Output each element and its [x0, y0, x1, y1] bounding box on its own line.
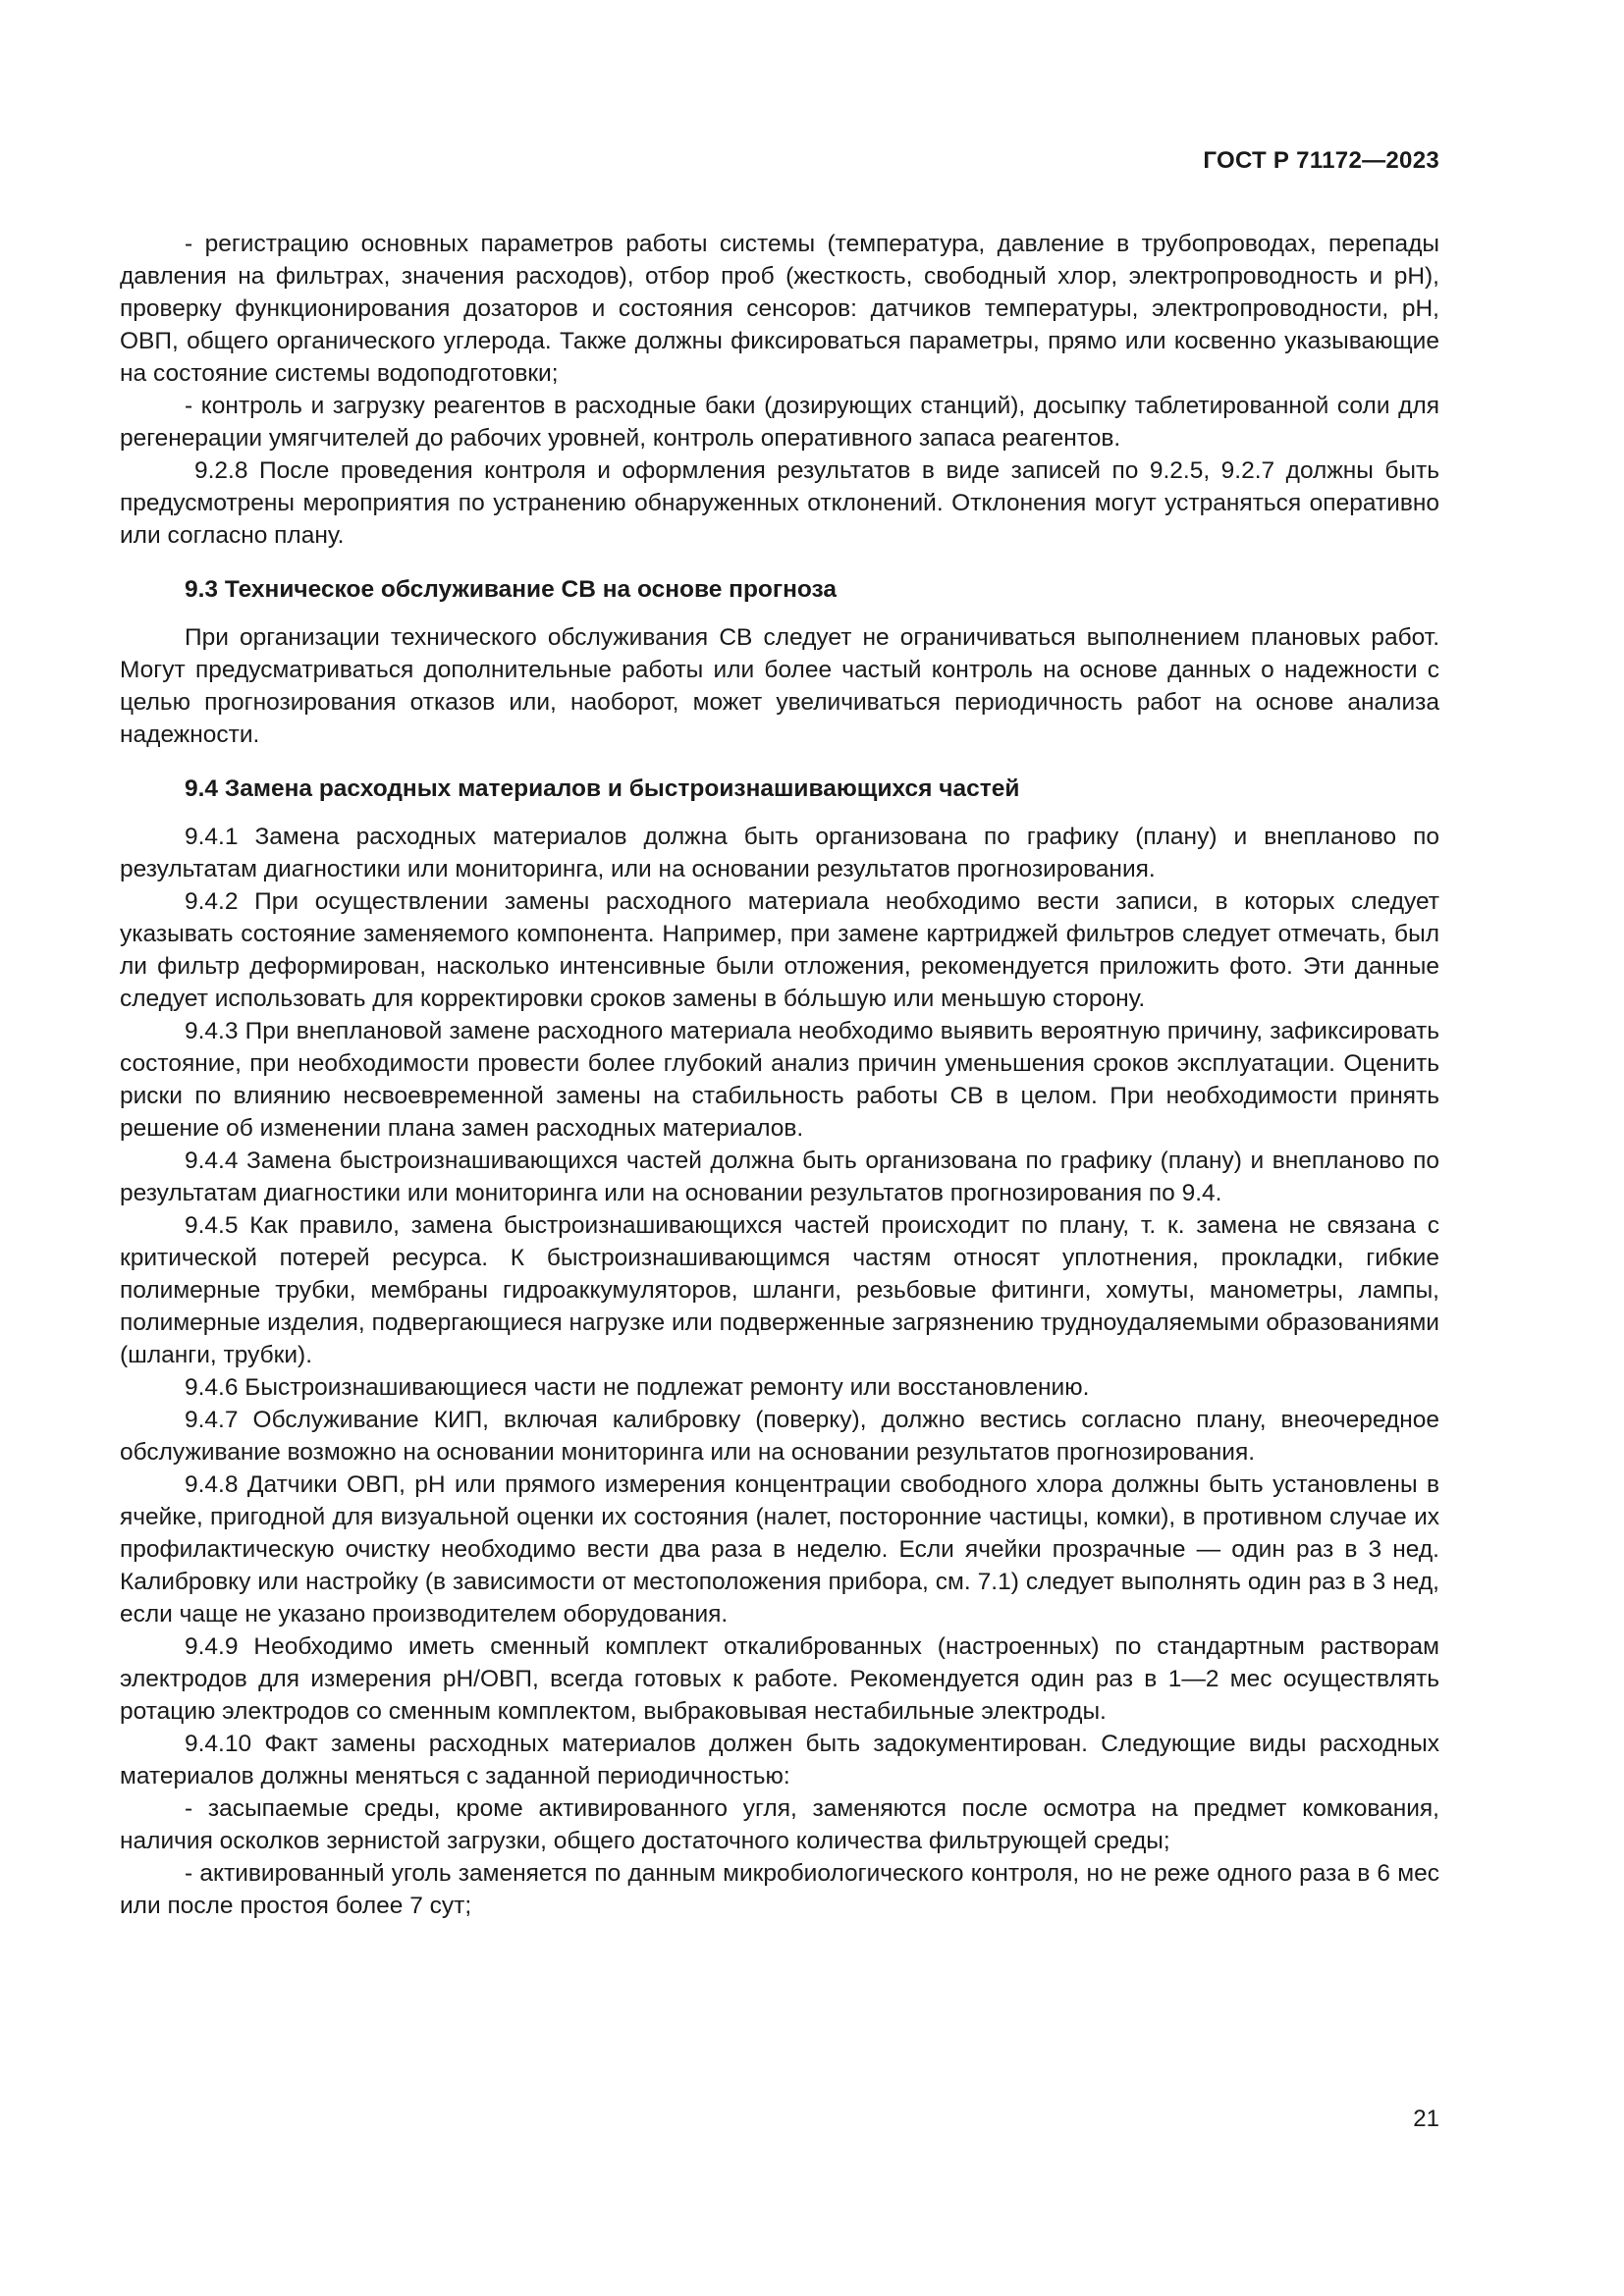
paragraph-9-4-10: 9.4.10 Факт замены расходных материалов должен быть задокументирован. Следующие виды расходных материалов должны меняться с заданной периодичностью:: [120, 1731, 1439, 1789]
paragraph-9-4-3: 9.4.3 При внеплановой замене расходного материала необходимо выявить вероятную причину, зафиксировать состояние, при необходимости провести более глубокий анализ причин уменьшения сроков эксплуатации. Оценить риски по влиянию несвоевременной замены на стабильность работы СВ в целом. При необходимости принять решение об изменении плана замен расходных материалов.: [120, 1018, 1439, 1142]
section-heading-9-4: 9.4 Замена расходных материалов и быстроизнашивающихся частей: [185, 775, 1020, 802]
standard-header: ГОСТ Р 71172—2023: [1203, 147, 1439, 174]
paragraph-9-4-5: 9.4.5 Как правило, замена быстроизнашивающихся частей происходит по плану, т. к. замена не связана с критической потерей ресурса. К быстроизнашивающимся частям относят уплотнения, прокладки, гибкие полимерные трубки, мембраны гидроаккумуляторов, шланги, резьбовые фитинги, хомуты, манометры, лампы, полимерные изделия, подвергающиеся нагрузке или подверженные загрязнению трудноудаляемыми образованиями (шланги, трубки).: [120, 1212, 1439, 1368]
paragraph-9-4-4: 9.4.4 Замена быстроизнашивающихся частей должна быть организована по графику (плану) и внепланово по результатам диагностики или мониторинга или на основании результатов прогнозирования по 9.4.: [120, 1148, 1439, 1206]
paragraph-9-4-8: 9.4.8 Датчики ОВП, pH или прямого измерения концентрации свободного хлора должны быть установлены в ячейке, пригодной для визуальной оценки их состояния (налет, посторонние частицы, комки), в противном случае их профилактическую очистку необходимо вести два раза в неделю. Если ячейки прозрачные — один раз в 3 нед. Калибровку или настройку (в зависимости от местоположения прибора, см. 7.1) следует выполнять один раз в 3 нед, если чаще не указано производителем оборудования.: [120, 1471, 1439, 1628]
paragraph: При организации технического обслуживания СВ следует не ограничиваться выполнением плановых работ. Могут предусматриваться дополнительные работы или более частый контроль на основе данных о надежности с целью прогнозирования отказов или, наоборот, может увеличиваться периодичность работ на основе анализа надежности.: [120, 624, 1439, 748]
list-item: - активированный уголь заменяется по данным микробиологического контроля, но не реже одного раза в 6 мес или после простоя более 7 сут;: [120, 1860, 1439, 1919]
document-body: [120, 228, 1439, 1922]
paragraph-9-4-1: 9.4.1 Замена расходных материалов должна быть организована по графику (плану) и внепланово по результатам диагностики или мониторинга, или на основании результатов прогнозирования.: [120, 824, 1439, 882]
list-item: - засыпаемые среды, кроме активированного угля, заменяются после осмотра на предмет комкования, наличия осколков зернистой загрузки, общего достаточного количества фильтрующей среды;: [120, 1795, 1439, 1854]
document-page: [120, 0, 1439, 2296]
paragraph-9-4-6: 9.4.6 Быстроизнашивающиеся части не подлежат ремонту или восстановлению.: [185, 1374, 1090, 1401]
paragraph: - контроль и загрузку реагентов в расходные баки (дозирующих станций), досыпку таблетированной соли для регенерации умягчителей до рабочих уровней, контроль оперативного запаса реагентов.: [120, 393, 1439, 452]
page-number: 21: [1413, 2106, 1439, 2132]
paragraph-9-4-7: 9.4.7 Обслуживание КИП, включая калибровку (поверку), должно вестись согласно плану, внеочередное обслуживание возможно на основании мониторинга или на основании результатов прогнозирования.: [120, 1407, 1439, 1466]
paragraph-9-4-9: 9.4.9 Необходимо иметь сменный комплект откалиброванных (настроенных) по стандартным растворам электродов для измерения pH/ОВП, всегда готовых к работе. Рекомендуется один раз в 1—2 мес осуществлять ротацию электродов со сменным комплектом, выбраковывая нестабильные электроды.: [120, 1633, 1439, 1725]
paragraph-9-4-2: 9.4.2 При осуществлении замены расходного материала необходимо вести записи, в которых следует указывать состояние заменяемого компонента. Например, при замене картриджей фильтров следует отмечать, был ли фильтр деформирован, насколько интенсивные были отложения, рекомендуется приложить фото. Эти данные следует использовать для корректировки сроков замены в бо́льшую или меньшую сторону.: [120, 888, 1439, 1012]
paragraph: 9.2.8 После проведения контроля и оформления результатов в виде записей по 9.2.5, 9.2.7 должны быть предусмотрены мероприятия по устранению обнаруженных отклонений. Отклонения могут устраняться оперативно или согласно плану.: [120, 457, 1439, 549]
paragraph: - регистрацию основных параметров работы системы (температура, давление в трубопроводах, перепады давления на фильтрах, значения расходов), отбор проб (жесткость, свободный хлор, электропроводность и pH), проверку функционирования дозаторов и состояния сенсоров: датчиков температуры, электропроводности, pH, ОВП, общего органического углерода. Также должны фиксироваться параметры, прямо или косвенно указывающие на состояние системы водоподготовки;: [120, 231, 1439, 387]
section-heading-9-3: 9.3 Техническое обслуживание СВ на основе прогноза: [185, 576, 838, 603]
